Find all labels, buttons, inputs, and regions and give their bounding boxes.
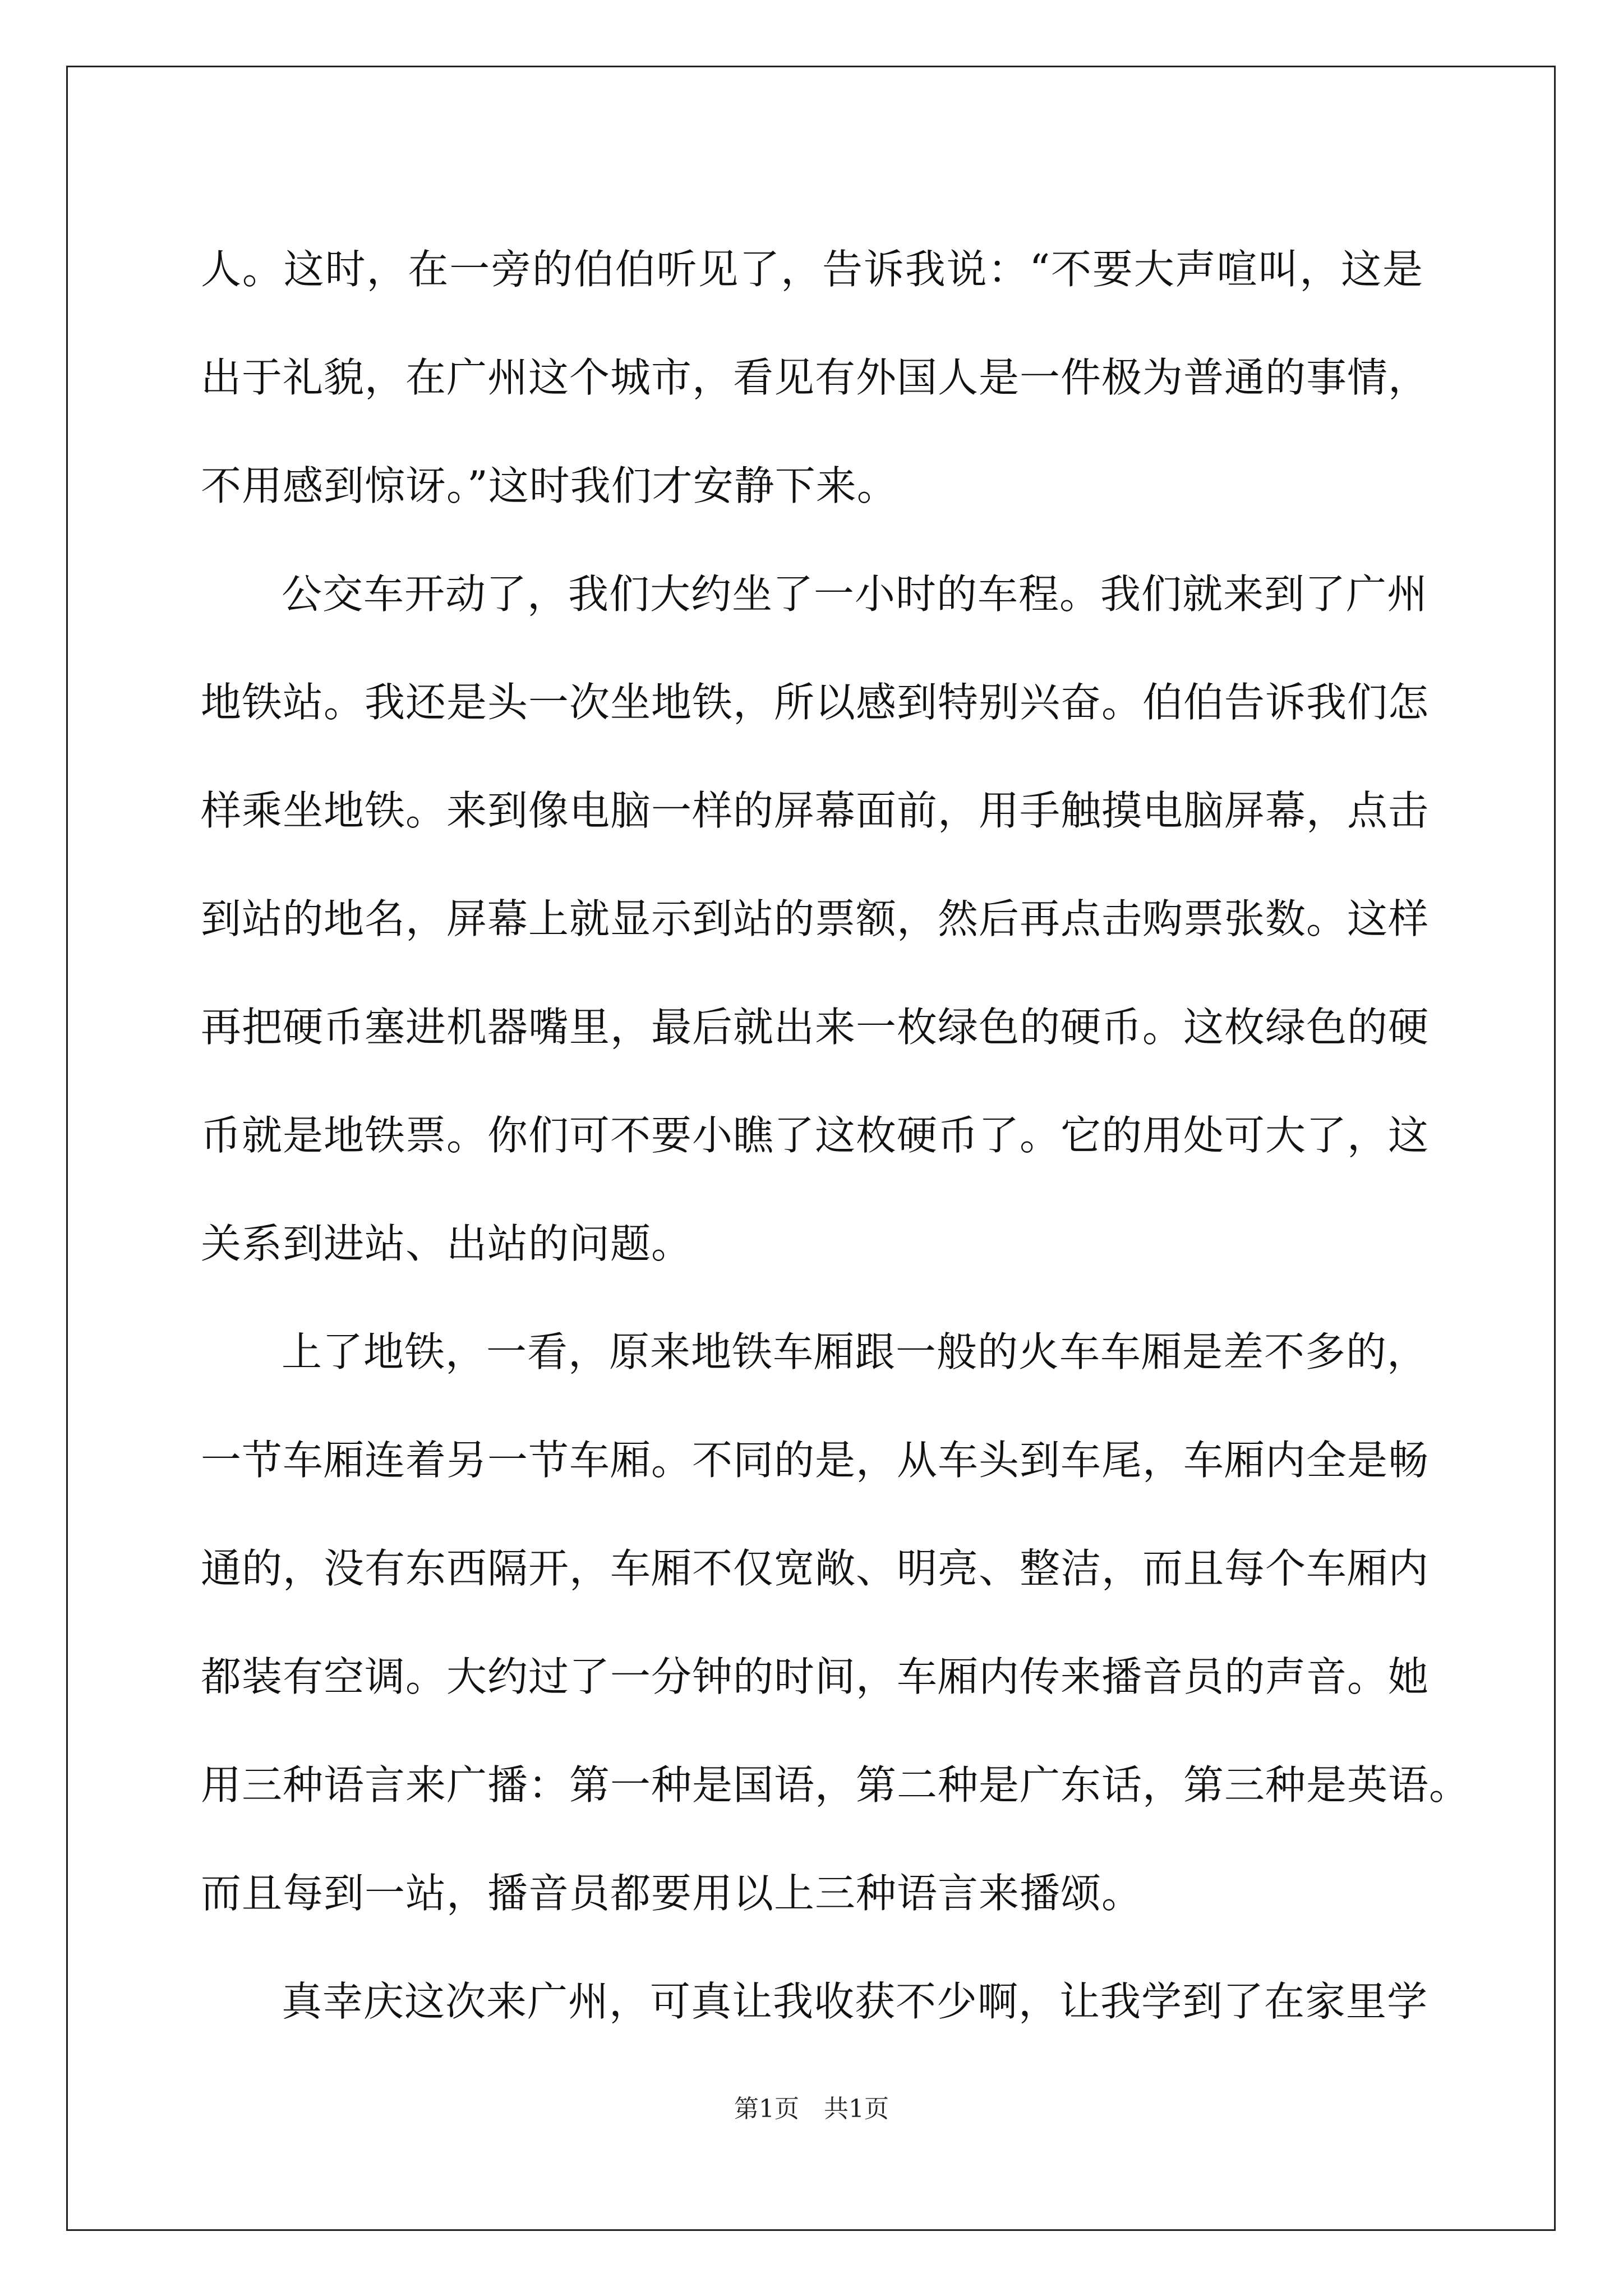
text-line: 不用感到惊讶。”这时我们才安静下来。 [201,462,898,509]
text-line: 用三种语言来广播：第一种是国语，第二种是广东话，第三种是英语。 [201,1761,1470,1809]
text-line: 关系到进站、出站的问题。 [201,1220,693,1267]
text-line: 样乘坐地铁。来到像电脑一样的屏幕面前，用手触摸电脑屏幕，点击 [201,787,1430,834]
paragraph-first-line: 公交车开动了，我们大约坐了一小时的车程。我们就来到了广州 [282,570,1428,618]
text-line: 地铁站。我还是头一次坐地铁，所以感到特别兴奋。伯伯告诉我们怎 [201,679,1430,726]
text-line: 到站的地名，屏幕上就显示到站的票额，然后再点击购票张数。这样 [201,895,1430,942]
text-line: 通的，没有东西隔开，车厢不仅宽敞、明亮、整洁，而且每个车厢内 [201,1545,1430,1592]
text-line: 都装有空调。大约过了一分钟的时间，车厢内传来播音员的声音。她 [201,1653,1430,1700]
paragraph-first-line: 真幸庆这次来广州，可真让我收获不少啊，让我学到了在家里学 [282,1978,1428,2025]
page-footer: 第1页 共1页 [734,2095,889,2123]
text-line: 出于礼貌，在广州这个城市，看见有外国人是一件极为普通的事情， [201,354,1430,401]
text-line: 一节车厢连着另一节车厢。不同的是，从车头到车尾，车厢内全是畅 [201,1437,1430,1484]
text-line: 币就是地铁票。你们可不要小瞧了这枚硬币了。它的用处可大了，这 [201,1112,1430,1159]
document-body [201,215,1470,2056]
text-line: 人。这时，在一旁的伯伯听见了，告诉我说：“不要大声喧叫，这是 [201,246,1423,293]
paragraph-first-line: 上了地铁，一看，原来地铁车厢跟一般的火车车厢是差不多的， [282,1328,1428,1375]
text-line: 再把硬币塞进机器嘴里，最后就出来一枚绿色的硬币。这枚绿色的硬 [201,1004,1430,1051]
text-line: 而且每到一站，播音员都要用以上三种语言来播颂。 [201,1870,1143,1917]
